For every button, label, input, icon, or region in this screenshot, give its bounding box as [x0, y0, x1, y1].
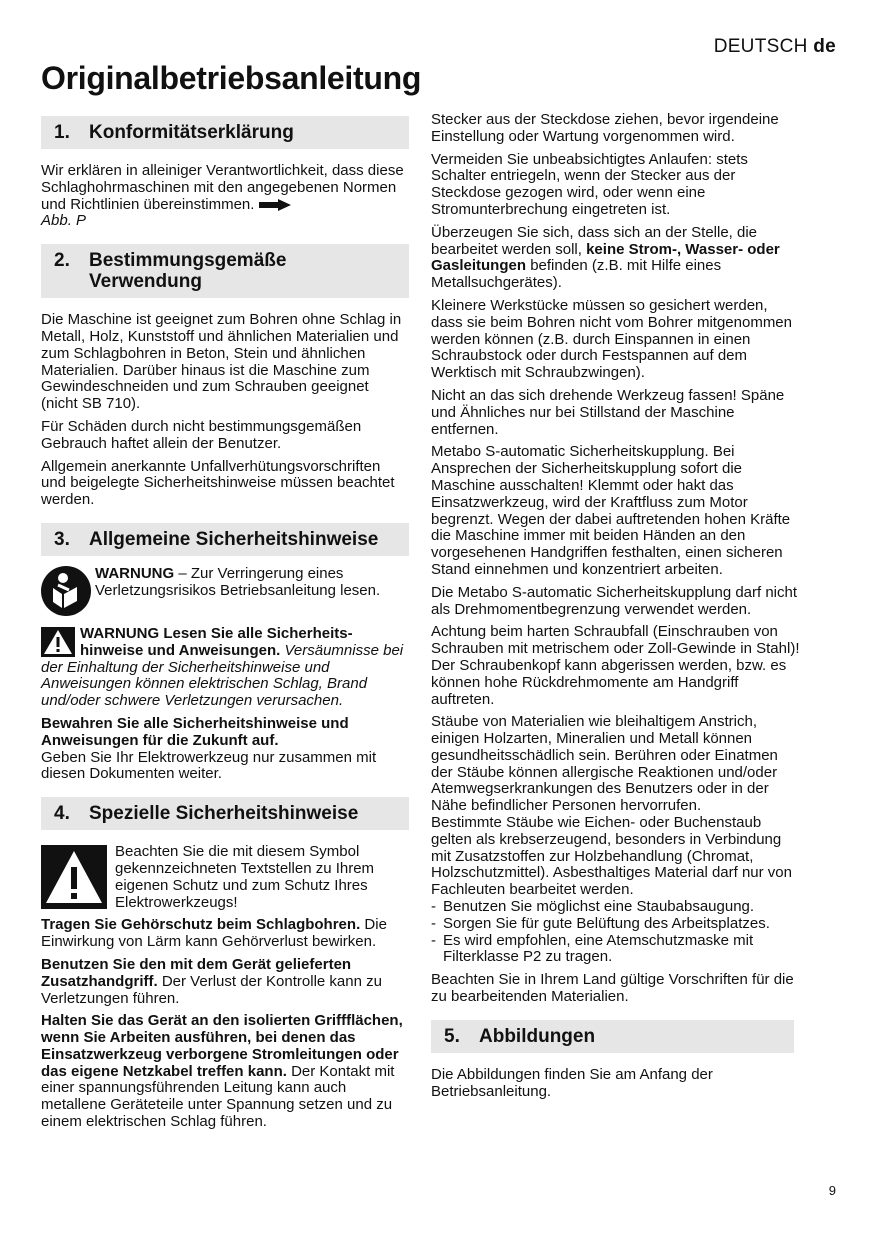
workpiece-text: Kleinere Werkstücke müssen so gesichert werden, dass sie beim Bohren nicht vom Bohrer mitgenommen werden können (z.B. durch Einspannen in einen Schraubstock oder durch Festspannen auf dem Werktisch mit Schraubzwingen). [431, 296, 792, 382]
warning-triangle-icon [41, 627, 75, 657]
figure-reference: Abb. P [41, 212, 87, 230]
intended-use-text: Die Maschine ist geeignet zum Bohren ohne Schlag in Metall, Holz, Kunststoff und ähnlichen Materialien und zum Schlagbohren in Beton, Stein und ähnlichen Materialien. Darüber hinaus ist die Maschine zum Gewindeschneiden und zum Schrauben geeignet (nicht SB 710). [41, 311, 402, 413]
list-item-text: Benutzen Sie möglichst eine Staubabsaugung. [443, 898, 755, 916]
section-title: Allgemeine Sicherheitshinweise [89, 528, 379, 550]
dust-text: Stäube von Materialien wie bleihaltigem Anstrich, einigen Holzarten, Mineralien und Metall können gesundheitsschädlich sein. Berühren oder Einatmen der Stäube können allergische Reaktionen und/oder Atemwegserkrankungen des Benutzers oder in der Nähe befindlicher Personen hervorrufen. [431, 713, 778, 815]
hidden-lines-a: Überzeugen Sie sich, dass sich an der Stelle, die bearbeitet werden soll, [431, 223, 758, 258]
handle-heading: Benutzen Sie den mit dem Gerät gelieferten Zusatzhandgriff. [41, 955, 352, 990]
section-number: 4. [54, 803, 70, 825]
language-label [714, 36, 836, 58]
section-3-heading [41, 523, 409, 556]
conformity-text [41, 163, 409, 230]
carcinogenic-dust-text: Bestimmte Stäube wie Eichen- oder Buchenstaub gelten als krebserzeugend, besonders in Verbindung mit Zusatzstoffen zur Holzbehandlung (Chromat, Holzschutzmittel). Asbesthaltiges Material darf nur von Fachleuten bearbeitet werden. [431, 814, 792, 899]
conformity-statement: Wir erklären in alleiniger Verantwortlichkeit, dass diese Schlaghohrmaschinen mit den angegebenen Normen und Richtlinien übereinstimmen. [41, 162, 404, 213]
section-5-heading [431, 1020, 794, 1053]
section-title: Spezielle Sicherheitshinweise [89, 803, 359, 825]
list-item: - Benutzen Sie möglichst eine Staubabsaugung. [431, 898, 755, 916]
hidden-lines-bold: keine Strom-, Wasser- oder Gasleitungen [431, 240, 780, 275]
keep-heading: Bewahren Sie alle Sicherheitshinweise und Anweisungen für die Zukunft auf. [41, 714, 349, 749]
insulated-heading: Halten Sie das Gerät an den isolierten Griffflächen, wenn Sie Arbeiten ausführen, bei denen das Einsatzwerkzeug verborgene Stromleitungen oder das eigene Netzkabel treffen kann. [41, 1012, 403, 1080]
section-title: Bestimmungsgemäße Verwendung [89, 250, 287, 293]
section-1-heading [41, 116, 409, 149]
hearing-text: Die Einwirkung von Lärm kann Gehörverlust bewirken. [41, 916, 387, 951]
hidden-lines-text [431, 225, 803, 292]
list-item-text: Es wird empfohlen, eine Atemschutzmaske mit Filterklasse P2 zu tragen. [443, 931, 754, 966]
auxiliary-handle [41, 957, 409, 1007]
left-column [41, 112, 409, 1137]
insulated-grip [41, 1013, 409, 1131]
clutch-limit-text: Die Metabo S-automatic Sicherheitskupplung darf nicht als Drehmomentbegrenzung verwendet werden. [431, 583, 798, 618]
language-code: de [813, 36, 836, 57]
hidden-lines-b: befinden (z.B. mit Hilfe eines Metallsuchgerätes). [431, 257, 722, 292]
warning-text: – Zur Verringerung eines Verletzungsrisikos Betriebsanleitung lesen. [95, 564, 381, 599]
section-number: 5. [444, 1025, 460, 1047]
section-title: Konformitätserklärung [89, 122, 294, 143]
hearing-protection [41, 917, 409, 951]
liability-text: Für Schäden durch nicht bestimmungsgemäßen Gebrauch haftet allein der Benutzer. [41, 417, 362, 452]
hard-screwing-text: Achtung beim harten Schraubfall (Einschrauben von Schrauben mit metrischem oder Zoll-Gewinde in Stahl)! Der Schraubenkopf kann abgerissen werden, bzw. es können hohe Rückdrehmomente am Handgriff auftreten. [431, 623, 800, 708]
unintended-start-text: Vermeiden Sie unbeabsichtigtes Anlaufen: stets Schalter entriegeln, wenn der Stecker aus der Steckdose gezogen wird, oder wenn eine Stromunterbrechung eingetreten ist. [431, 150, 748, 218]
read-manual-warning [41, 566, 409, 616]
safety-clutch-text: Metabo S-automatic Sicherheitskupplung. Bei Ansprechen der Sicherheitskupplung sofort die Maschine ausschalten! Klemmt oder hakt das Einsatzwerkzeug, wird der Kraftfluss zum Motor begrenzt. Wegen der dabei auftretenden hohen Kräfte die Maschine immer mit beiden Händen an den vorgesehenen Handgriffen festhalten, einen sicheren Stand einnehmen und konzentriert arbeiten. [431, 443, 791, 578]
section-number: 2. [54, 250, 70, 272]
unplug-text: Stecker aus der Steckdose ziehen, bevor irgendeine Einstellung oder Wartung vorgenommen wird. [431, 111, 779, 145]
list-item: - Sorgen Sie für gute Belüftung des Arbeitsplatzes. [431, 914, 770, 932]
arrow-right-icon [259, 199, 291, 211]
warning-consequences: Versäumnisse bei der Einhaltung der Sicherheitshinweise und Anweisungen können elektrischen Schlag, Brand und/oder schwere Verletzungen verursachen. [41, 641, 404, 710]
read-manual-icon [41, 566, 91, 616]
symbol-notice [41, 844, 409, 911]
language-name: DEUTSCH [713, 36, 808, 57]
general-warning [41, 626, 409, 710]
warning-triangle-icon [41, 845, 107, 909]
page-number: 9 [828, 1183, 836, 1198]
keep-text: Geben Sie Ihr Elektrowerkzeug nur zusammen mit diesen Dokumenten weiter. [41, 748, 377, 783]
right-column [431, 112, 803, 1106]
section-number: 3. [54, 528, 70, 550]
page-title: Originalbetriebsanleitung [41, 60, 422, 96]
list-item: - Es wird empfohlen, eine Atemschutzmaske mit Filterklasse P2 zu tragen. [431, 933, 803, 967]
accident-prevention-text: Allgemein anerkannte Unfallverhütungsvorschriften und beigelegte Sicherheitshinweise müssen beachtet werden. [41, 457, 395, 509]
hearing-heading: Tragen Sie Gehörschutz beim Schlagbohren. [41, 916, 361, 934]
insulated-text: Der Kontakt mit einer spannungsführenden Leitung kann auch metallene Geräteteile unter Spannung setzen und zu einem elektrischen Schlag führen. [41, 1062, 395, 1131]
symbol-notice-text: Beachten Sie die mit diesem Symbol gekennzeichneten Textstellen zu Ihrem eigenen Schutz und zum Schutz Ihres Elektrowerkzeugs! [115, 843, 375, 911]
section-number: 1. [54, 122, 70, 143]
regulations-text: Beachten Sie in Ihrem Land gültige Vorschriften für die zu bearbeitenden Materialien. [431, 971, 794, 1006]
section-4-heading [41, 797, 409, 830]
section-title: Abbildungen [479, 1025, 596, 1047]
section-2-heading [41, 244, 409, 298]
rotating-tool-text: Nicht an das sich drehende Werkzeug fassen! Späne und Ähnliches nur bei Stillstand der Maschine entfernen. [431, 386, 785, 438]
figures-text: Die Abbildungen finden Sie am Anfang der Betriebsanleitung. [431, 1065, 713, 1100]
handle-text: Der Verlust der Kontrolle kann zu Verletzungen führen. [41, 972, 382, 1007]
warning-heading: WARNUNG Lesen Sie alle Sicherheits-hinweise und Anweisungen. [80, 624, 353, 659]
warning-label: WARNUNG [95, 564, 175, 582]
keep-instructions [41, 716, 409, 783]
list-item-text: Sorgen Sie für gute Belüftung des Arbeitsplatzes. [443, 914, 770, 932]
